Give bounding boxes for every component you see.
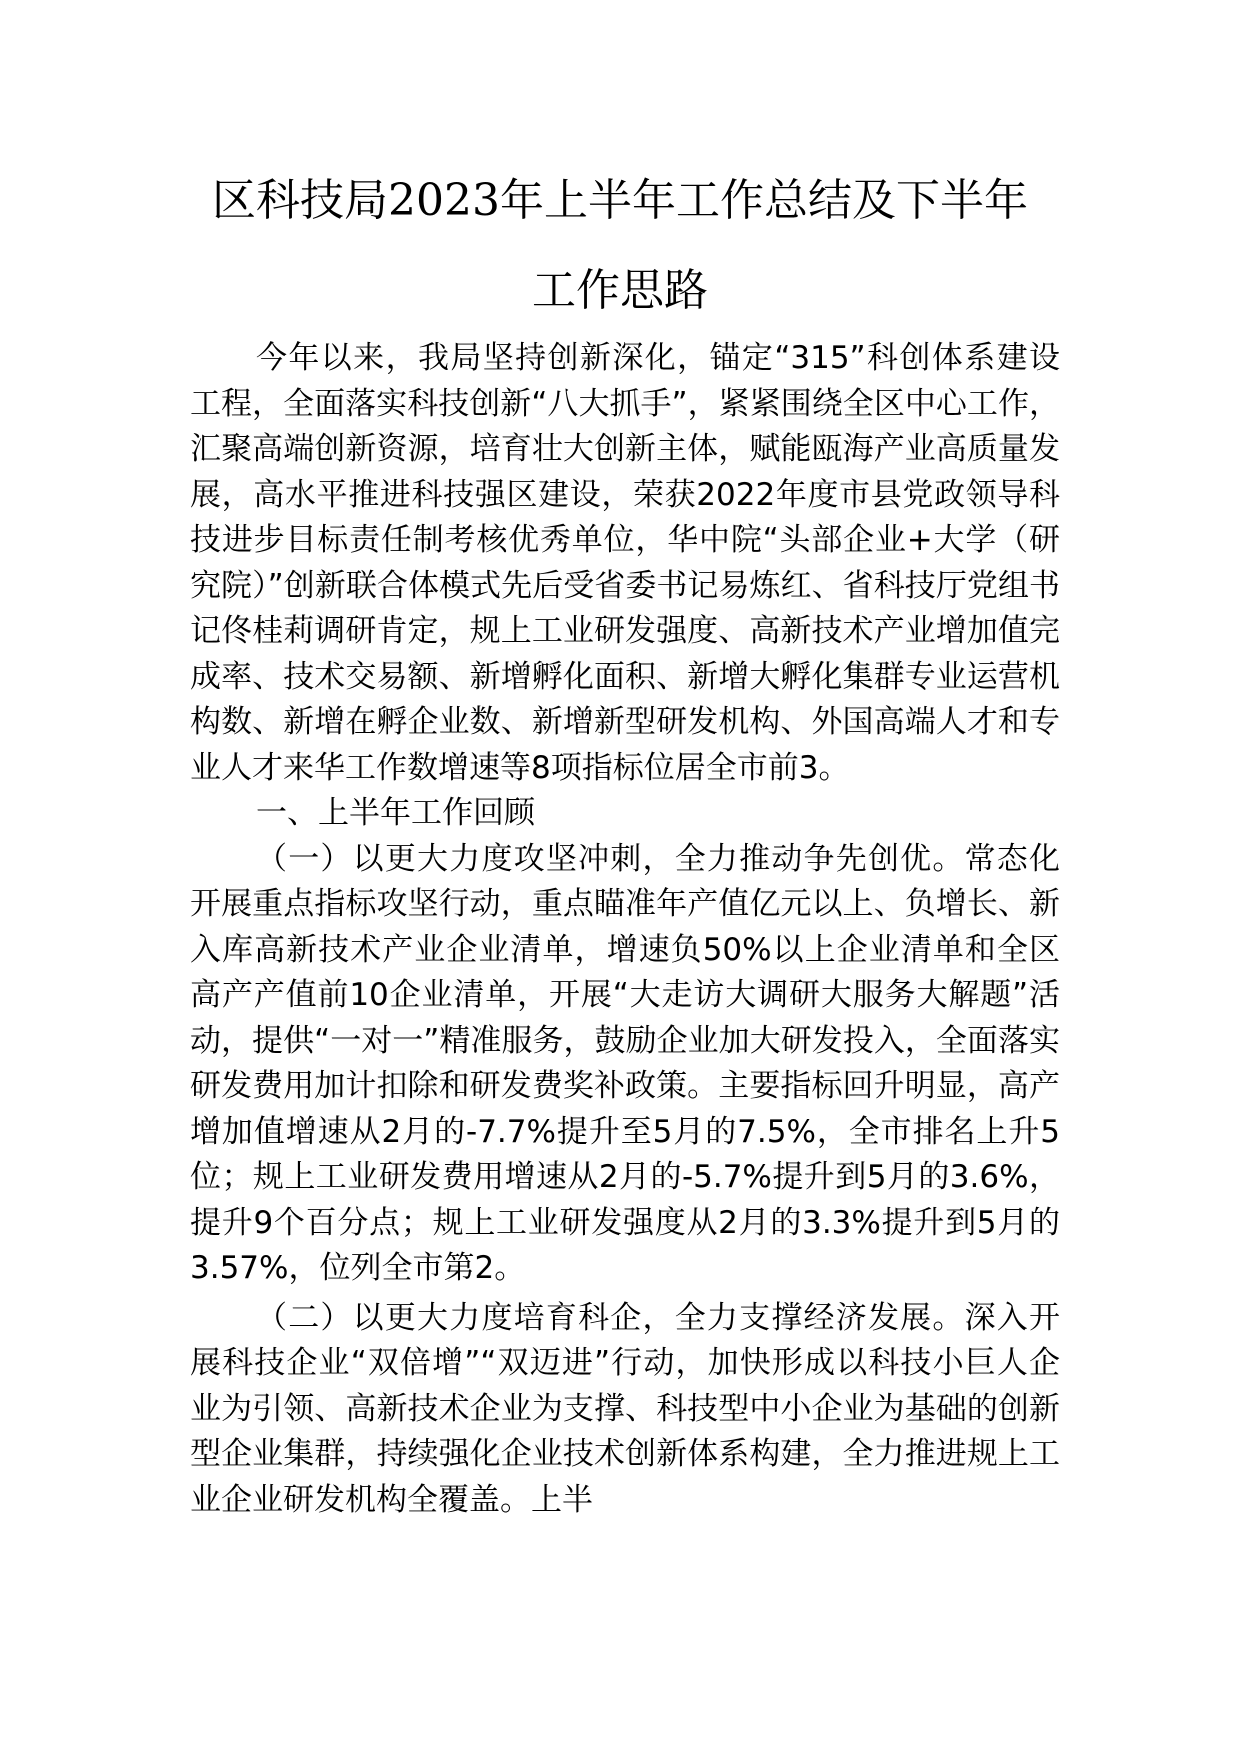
document-title-line-2: 工作思路 [532,265,708,316]
document-body [190,336,1060,1523]
section-heading: 一、上半年工作回顾 [256,795,535,831]
body-paragraph-2: （二）以更大力度培育科企，全力支撑经济发展。深入开展科技企业“双倍增”“双迈进”行动，加快形成以科技小巨人企业为引领、高新技术企业为支撑、科技型中小企业为基础的创新型企业集群，持续强化企业技术创新体系构建，全力推进规上工业企业研发机构全覆盖。上半 [190,1299,1060,1518]
document-title-line-1: 区科技局2023年上半年工作总结及下半年 [212,175,1028,226]
intro-paragraph: 今年以来，我局坚持创新深化，锚定“315”科创体系建设工程，全面落实科技创新“八大抓手”，紧紧围绕全区中心工作，汇聚高端创新资源，培育壮大创新主体，赋能瓯海产业高质量发展，高水平推进科技强区建设，荣获2022年度市县党政领导科技进步目标责任制考核优秀单位，华中院“头部企业+大学（研究院）”创新联合体模式先后受省委书记易炼红、省科技厅党组书记佟桂莉调研肯定，规上工业研发强度、高新技术产业增加值完成率、技术交易额、新增孵化面积、新增大孵化集群专业运营机构数、新增在孵企业数、新增新型研发机构、外国高端人才和专业人才来华工作数增速等8项指标位居全市前3。 [190,340,1060,786]
body-paragraph-1: （一）以更大力度攻坚冲刺，全力推动争先创优。常态化开展重点指标攻坚行动，重点瞄准年产值亿元以上、负增长、新入库高新技术产业企业清单，增速负50%以上企业清单和全区高产产值前10企业清单，开展“大走访大调研大服务大解题”活动，提供“一对一”精准服务，鼓励企业加大研发投入，全面落实研发费用加计扣除和研发费奖补政策。主要指标回升明显，高产增加值增速从2月的-7.7%提升至5月的7.5%，全市排名上升5位；规上工业研发费用增速从2月的-5.7%提升到5月的3.6%，提升9个百分点；规上工业研发强度从2月的3.3%提升到5月的3.57%，位列全市第2。 [190,840,1060,1286]
